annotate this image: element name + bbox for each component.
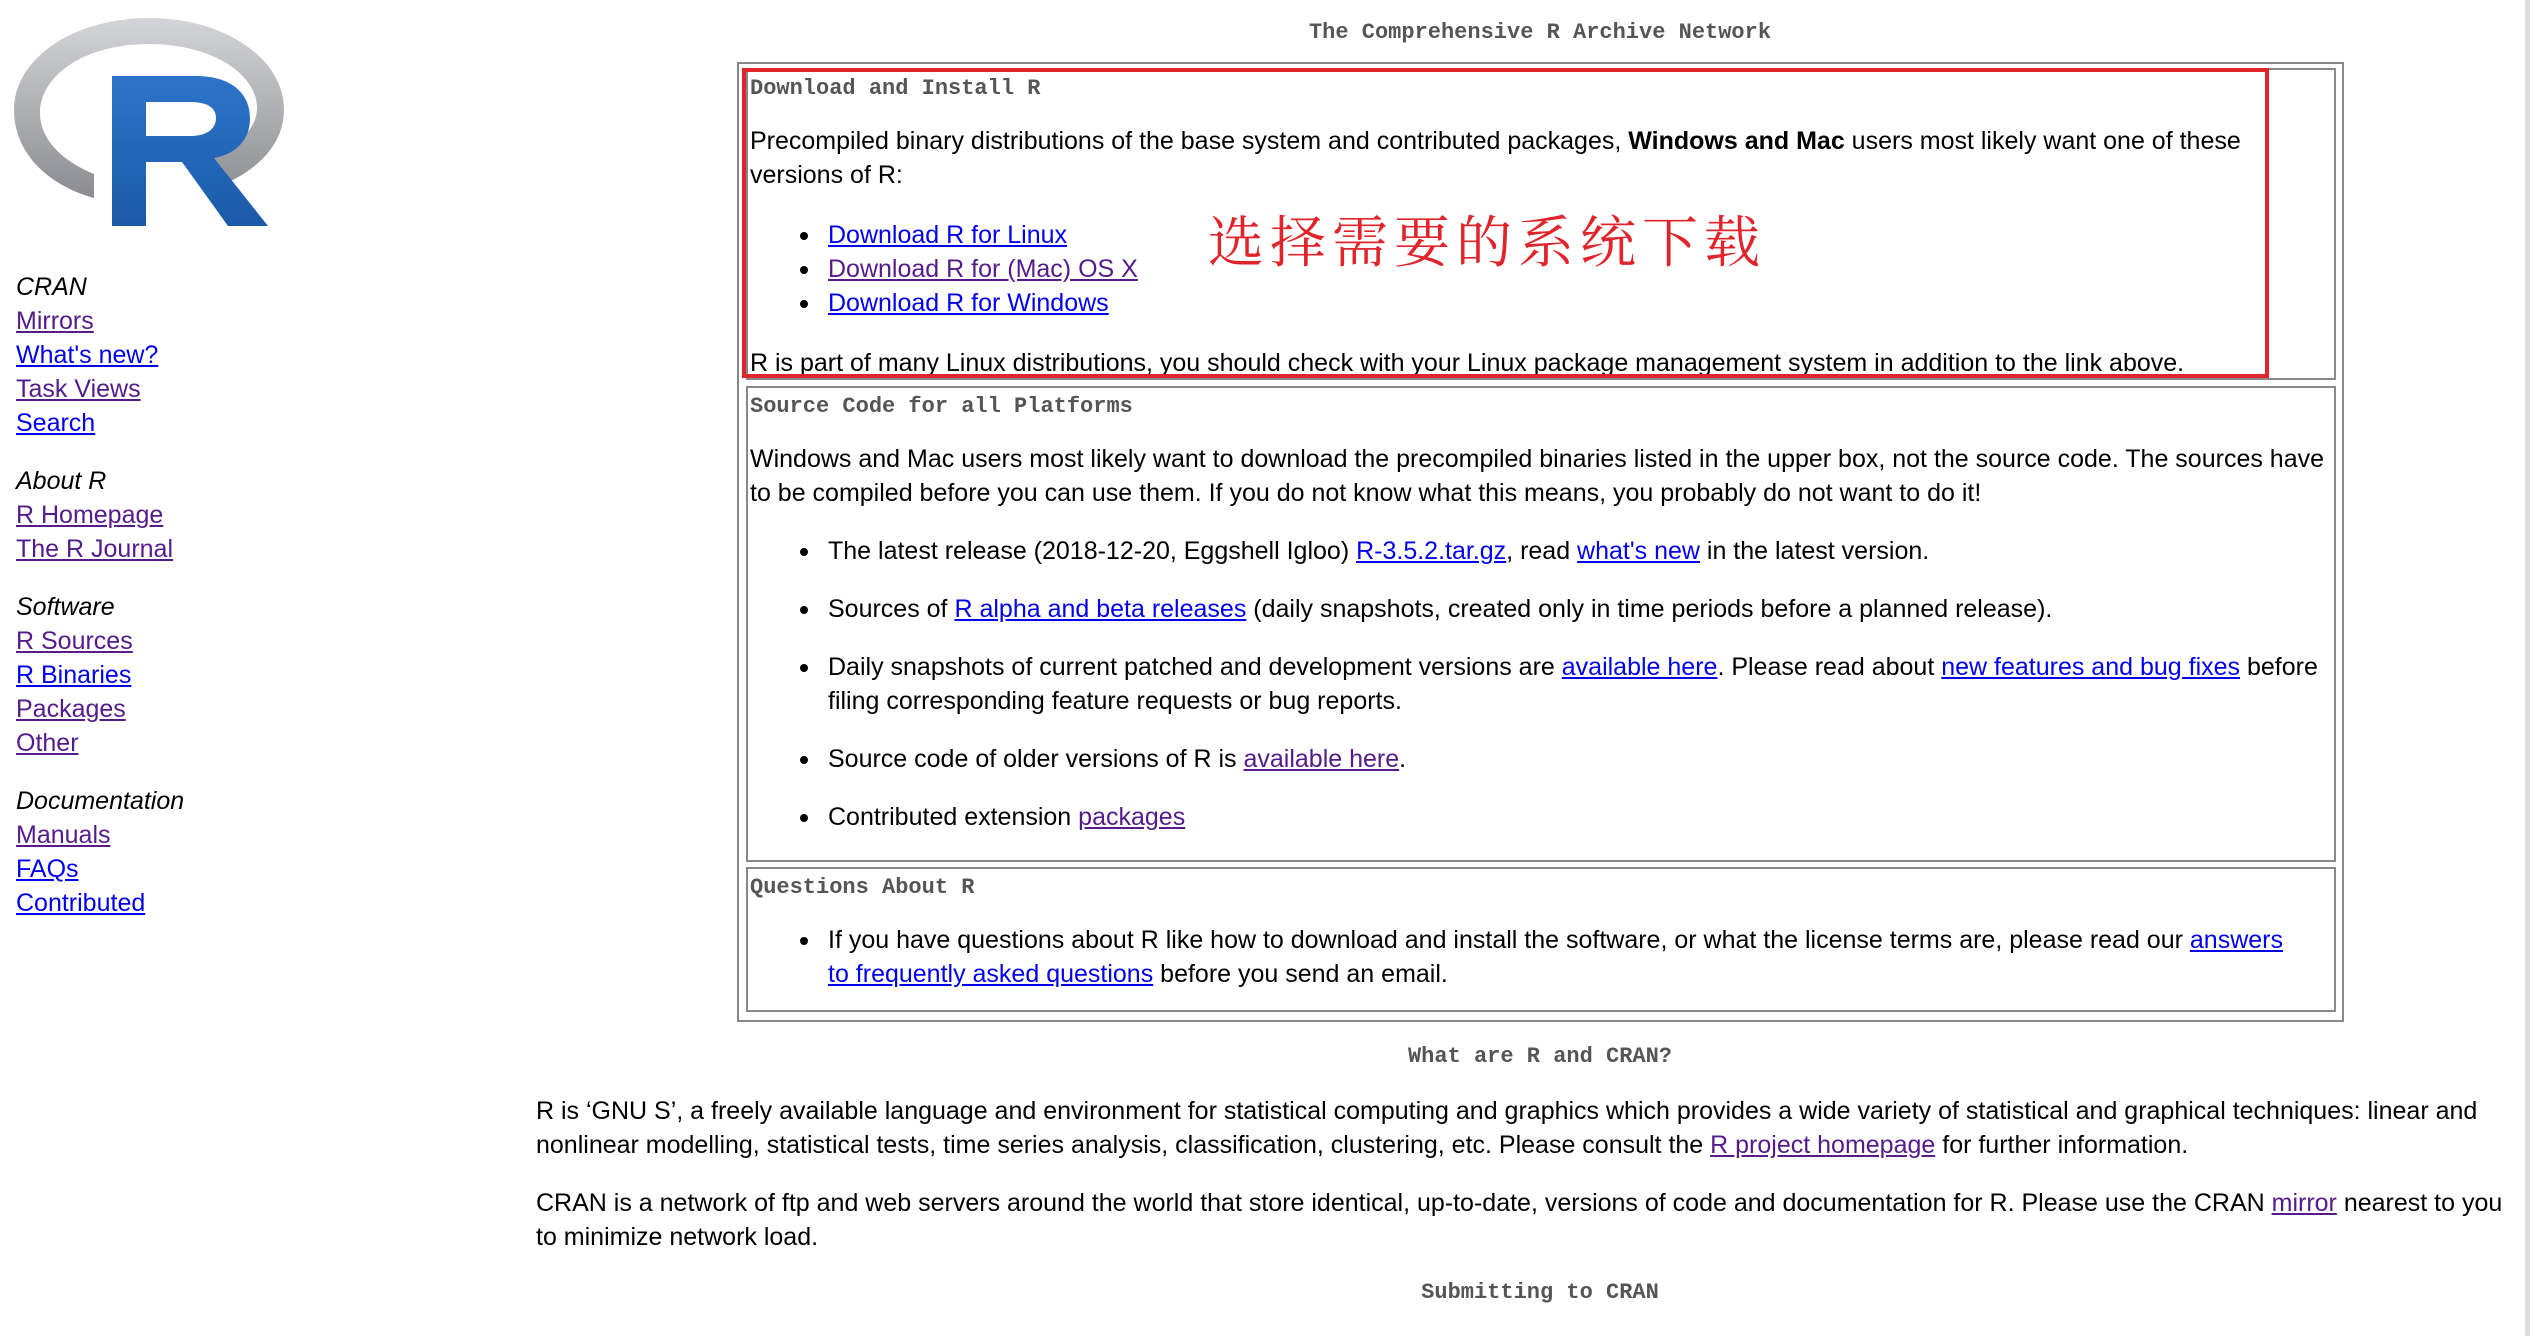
alpha-beta-link[interactable]: R alpha and beta releases xyxy=(954,595,1247,623)
questions-box xyxy=(746,867,2336,1012)
submitting-title: Submitting to CRAN xyxy=(1421,1280,1659,1305)
text: nearest to you to minimize network load. xyxy=(536,1189,2503,1251)
text: If you have questions about R like how to download and install the software, or what the license terms are, please read our xyxy=(828,926,2190,954)
nav-title-documentation: Documentation xyxy=(16,787,185,815)
text: . xyxy=(1399,745,1407,773)
text: R is ‘GNU S’, a freely available language and environment for statistical computing and graphics which provides a wide variety of statistical and graphical techniques: linear and nonlinear modelling, statistical tests, time series analysis, classification, clustering, etc. Please consult the xyxy=(536,1097,2478,1159)
text: before you send an email. xyxy=(1153,960,1448,988)
text: , read xyxy=(1506,537,1578,565)
list-item xyxy=(828,800,2328,834)
older-versions-link[interactable]: available here xyxy=(1243,745,1400,773)
questions-box-title: Questions About R xyxy=(750,875,975,900)
questions-list xyxy=(828,923,2308,991)
packages-link[interactable]: packages xyxy=(1078,803,1186,831)
list-item xyxy=(828,923,2308,991)
source-box-title: Source Code for all Platforms xyxy=(750,394,1133,419)
nav-link-faqs[interactable]: FAQs xyxy=(16,855,79,883)
nav-link-manuals[interactable]: Manuals xyxy=(16,821,111,849)
page-title: The Comprehensive R Archive Network xyxy=(1308,20,1772,45)
download-intro-bold: Windows and Mac xyxy=(1628,127,1845,155)
nav-link-r-sources[interactable]: R Sources xyxy=(16,627,133,655)
nav-link-search[interactable]: Search xyxy=(16,409,96,437)
list-item xyxy=(828,742,2328,776)
download-box-title: Download and Install R xyxy=(750,76,1041,101)
nav-link-packages[interactable]: Packages xyxy=(16,695,126,723)
nav-link-task-views[interactable]: Task Views xyxy=(16,375,141,403)
text: (daily snapshots, created only in time periods before a planned release). xyxy=(1246,595,2053,623)
text: for further information. xyxy=(1935,1131,2189,1159)
list-item xyxy=(828,534,2328,568)
text: in the latest version. xyxy=(1699,537,1930,565)
download-linux-link[interactable]: Download R for Linux xyxy=(828,221,1068,249)
r-tarball-link[interactable]: R-3.5.2.tar.gz xyxy=(1356,537,1507,565)
text: Daily snapshots of current patched and development versions are xyxy=(828,653,1562,681)
nav-title-cran: CRAN xyxy=(16,273,87,301)
nav-link-contributed[interactable]: Contributed xyxy=(16,889,146,917)
text: The latest release (2018-12-20, Eggshell Igloo) xyxy=(828,537,1357,565)
nav-title-software: Software xyxy=(16,593,115,621)
text: Sources of xyxy=(828,595,955,623)
nav-link-r-homepage[interactable]: R Homepage xyxy=(16,501,164,529)
download-mac-link[interactable]: Download R for (Mac) OS X xyxy=(828,255,1138,283)
download-intro-text-end: users most likely want one of these versions of R: xyxy=(750,127,2241,189)
source-intro: Windows and Mac users most likely want to download the precompiled binaries listed in the upper box, not the source code. The sources have to be compiled before you can use them. If you do not know what this means, you probably do not want to do it! xyxy=(750,445,2324,507)
text: . Please read about xyxy=(1717,653,1942,681)
mirror-link[interactable]: mirror xyxy=(2271,1189,2337,1217)
text: Contributed extension xyxy=(828,803,1079,831)
annotation-text: 选择需要的系统下载 xyxy=(1208,211,1766,276)
nav-link-r-binaries[interactable]: R Binaries xyxy=(16,661,132,689)
nav-link-r-journal[interactable]: The R Journal xyxy=(16,535,174,563)
nav-link-whats-new[interactable]: What's new? xyxy=(16,341,159,369)
source-list xyxy=(828,534,2328,834)
nav-link-mirrors[interactable]: Mirrors xyxy=(16,307,94,335)
list-item xyxy=(828,592,2328,626)
nav-title-about: About R xyxy=(16,467,107,495)
download-intro-text: Precompiled binary distributions of the base system and contributed packages, xyxy=(750,127,1629,155)
r-project-homepage-link[interactable]: R project homepage xyxy=(1710,1131,1936,1159)
what-para-2 xyxy=(536,1186,2516,1254)
faq-answers-link[interactable]: answers to frequently asked questions xyxy=(828,926,2283,988)
what-are-r-title: What are R and CRAN? xyxy=(1407,1044,1673,1069)
text: Source code of older versions of R is xyxy=(828,745,1244,773)
text: before filing corresponding feature requests or bug reports. xyxy=(828,653,2318,715)
download-note: R is part of many Linux distributions, you should check with your Linux package management system in addition to the link above. xyxy=(750,349,2185,377)
new-features-link[interactable]: new features and bug fixes xyxy=(1941,653,2241,681)
text: CRAN is a network of ftp and web servers around the world that store identical, up-to-date, versions of code and documentation for R. Please use the CRAN xyxy=(536,1189,2272,1217)
whats-new-link[interactable]: what's new xyxy=(1577,537,1700,565)
download-windows-link[interactable]: Download R for Windows xyxy=(828,289,1109,317)
scrollbar-track[interactable] xyxy=(2525,0,2530,1336)
list-item xyxy=(828,650,2328,718)
source-code-box xyxy=(746,386,2336,862)
what-para-1 xyxy=(536,1094,2516,1162)
nav-link-other[interactable]: Other xyxy=(16,729,79,757)
daily-snapshots-link[interactable]: available here xyxy=(1561,653,1718,681)
